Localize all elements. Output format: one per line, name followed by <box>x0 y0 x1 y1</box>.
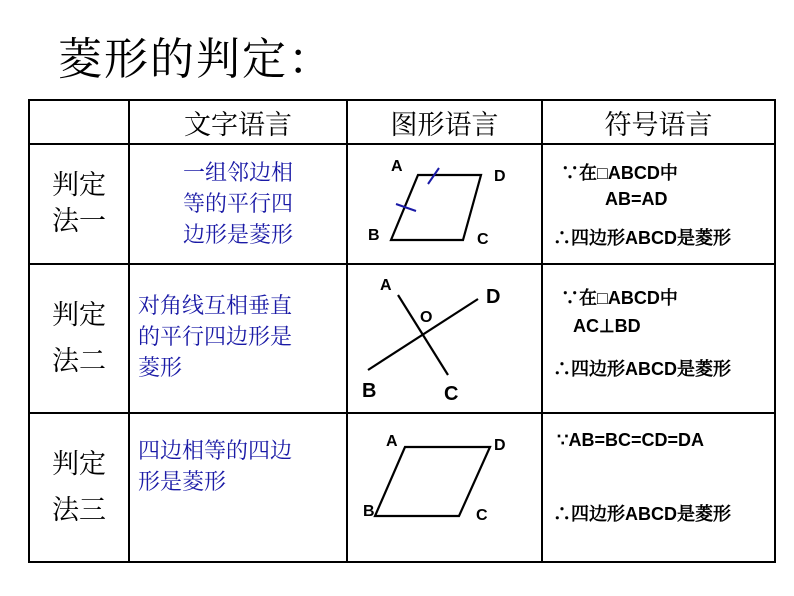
label-b: B <box>362 380 377 402</box>
symbol-description: ∵AB=BC=CD=DA ∴四边形ABCD是菱形 <box>542 413 775 562</box>
page-title: 菱形的判定： <box>58 34 334 85</box>
header-figure-language: 图形语言 <box>347 100 542 144</box>
label-d: D <box>486 286 501 308</box>
label-c: C <box>444 383 459 405</box>
label-a: A <box>386 433 398 450</box>
rhombus-figure <box>348 145 543 263</box>
figure-diagonals <box>347 264 542 413</box>
figure-rhombus <box>347 144 542 264</box>
text-description: 一组邻边相 等的平行四 边形是菱形 <box>129 144 347 264</box>
symbol-description: ∵在□ABCD中 AB=AD ∴四边形ABCD是菱形 <box>542 144 775 264</box>
header-empty-cell <box>29 100 129 144</box>
label-c: C <box>477 231 489 248</box>
label-a: A <box>380 277 392 294</box>
symbol-description: ∵在□ABCD中 AC⊥BD ∴四边形ABCD是菱形 <box>542 264 775 413</box>
label-a: A <box>391 158 403 175</box>
label-d: D <box>494 437 506 454</box>
criteria-table <box>28 99 776 563</box>
header-text-language: 文字语言 <box>129 100 347 144</box>
label-d: D <box>494 168 506 185</box>
header-symbol-language: 符号语言 <box>542 100 775 144</box>
table-row <box>29 264 775 413</box>
method-label: 判定 法三 <box>29 413 129 562</box>
label-o: O <box>420 309 433 326</box>
text-description: 四边相等的四边 形是菱形 <box>129 413 347 562</box>
header-row <box>29 100 775 144</box>
diagonals-figure <box>348 265 543 412</box>
label-b: B <box>368 227 380 244</box>
label-b: B <box>363 503 375 520</box>
figure-rhombus <box>347 413 542 562</box>
method-label: 判定 法一 <box>29 144 129 264</box>
table-row <box>29 413 775 562</box>
rhombus-figure <box>348 414 543 561</box>
text-description: 对角线互相垂直 的平行四边形是 菱形 <box>129 264 347 413</box>
table-row <box>29 144 775 264</box>
method-label: 判定 法二 <box>29 264 129 413</box>
label-c: C <box>476 507 488 524</box>
